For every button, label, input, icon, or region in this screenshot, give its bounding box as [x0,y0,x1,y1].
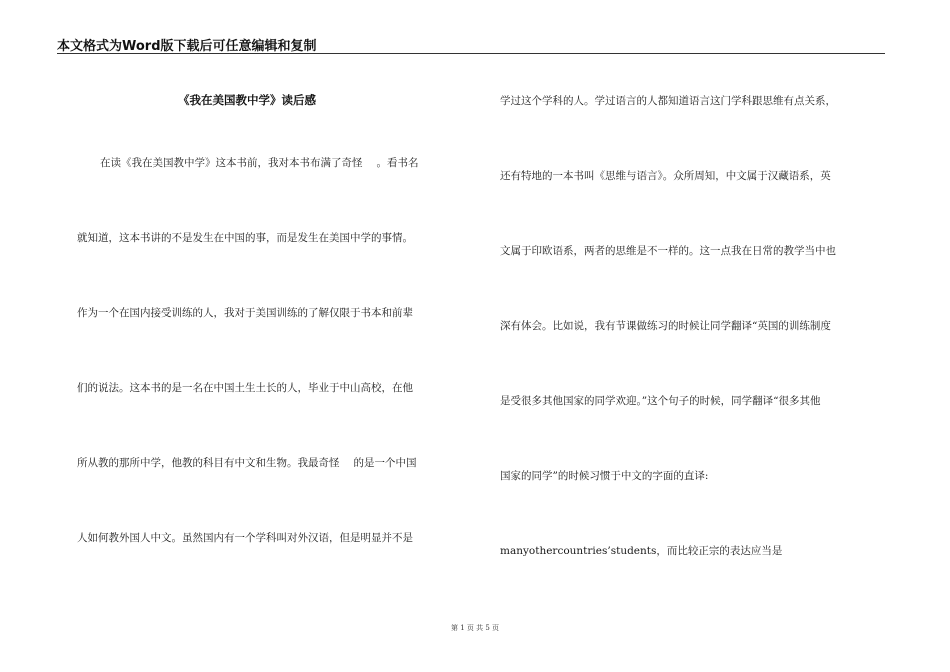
right-line-7: manyothercountries’students，而比较正宗的表达应当是 [500,545,783,557]
left-line-1 [100,155,419,170]
left-line-3 [77,305,413,320]
header-text: 本文格式为Word版下载后可任意编辑和复制 [57,39,317,54]
page-footer [0,623,950,633]
left-line-5-part-b: 的是一个中国 [353,457,417,469]
right-line-3: 文属于印欧语系，两者的思维是不一样的。这一点我在日常的教学当中也 [500,245,836,257]
left-line-2 [77,230,413,245]
left-line-5-part-a: 所从教的那所中学，他教的科目有中文和生物。我最奇怪 [77,457,340,469]
left-line-6 [77,530,413,545]
document-title: 《我在美国教中学》读后感 [178,93,316,107]
left-line-1-part-a: 在读《我在美国教中学》这本书前，我对本书布满了奇怪 [100,157,363,169]
left-line-6-text: 人如何教外国人中文。虽然国内有一个学科叫对外汉语，但是明显并不是 [77,532,413,544]
right-line-4: 深有体会。比如说，我有节课做练习的时候让同学翻译“英国的训练制度 [500,320,831,332]
left-line-4 [77,380,413,395]
page-header [57,33,885,54]
left-line-4-text: 们的说法。这本书的是一名在中国土生土长的人，毕业于中山高校，在他 [77,382,413,394]
page-number-label: 第 1 页 共 5 页 [450,624,500,632]
right-line-5: 是受很多其他国家的同学欢迎。”这个句子的时候，同学翻译“很多其他 [500,395,821,407]
right-line-2: 还有特地的一本书叫《思维与语言》。众所周知，中文属于汉藏语系，英 [500,170,831,182]
left-line-2-text: 就知道，这本书讲的不是发生在中国的事，而是发生在美国中学的事情。 [77,232,413,244]
right-line-6: 国家的同学”的时候习惯于中文的字面的直译: [500,470,709,482]
left-line-1-part-b: 。看书名 [376,157,419,169]
left-line-5 [77,455,417,470]
right-line-1: 学过这个学科的人。学过语言的人都知道语言这门学科跟思维有点关系， [500,95,836,107]
left-line-3-text: 作为一个在国内接受训练的人，我对于美国训练的了解仅限于书本和前辈 [77,307,413,319]
